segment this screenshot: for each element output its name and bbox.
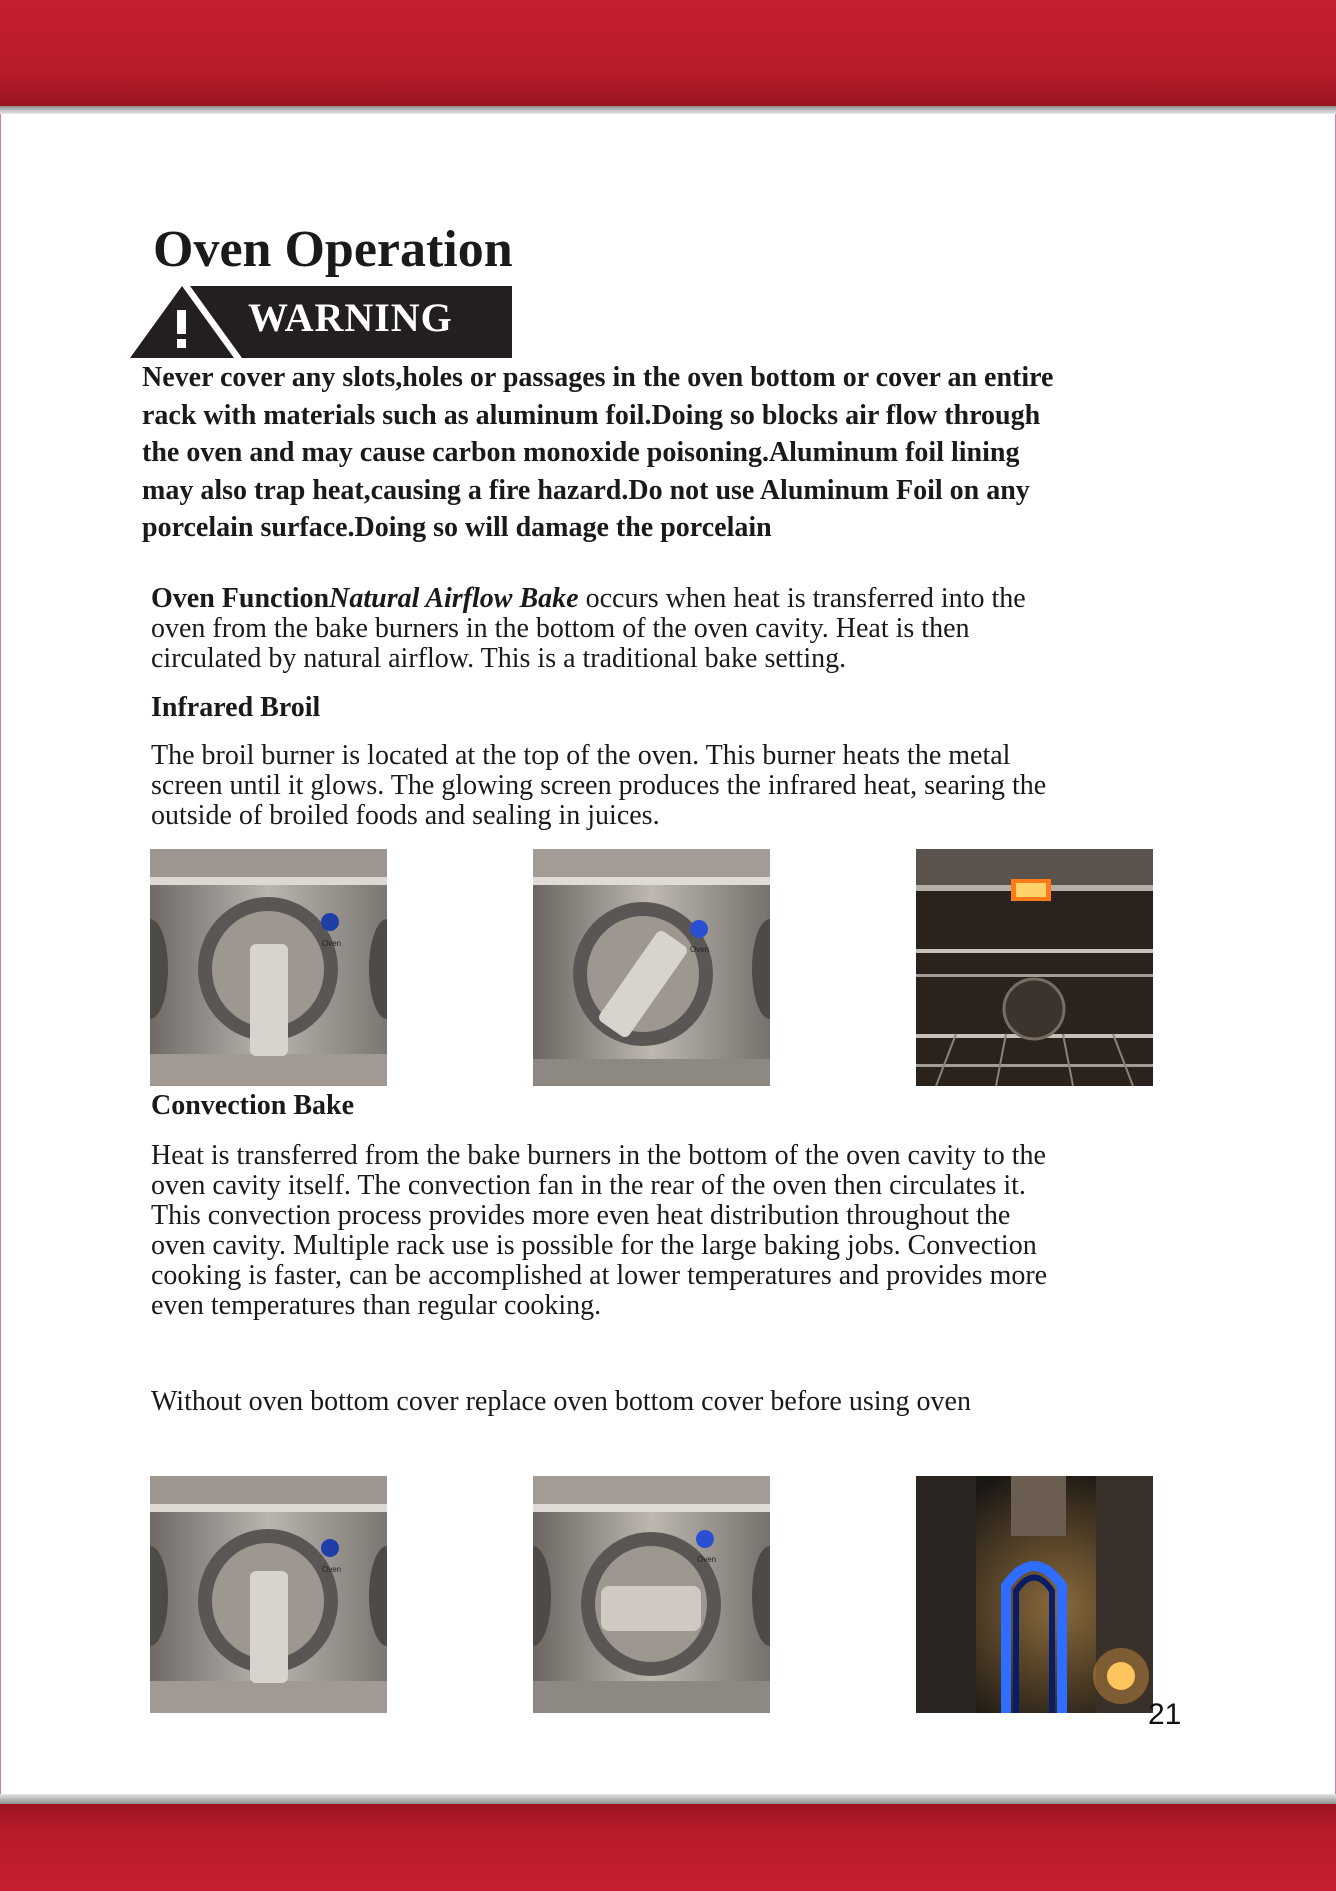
oven-function-heading: Oven Function — [151, 583, 330, 614]
warning-line: porcelain surface.Doing so will damage the porcelain — [142, 512, 772, 543]
convection-bake-heading: Convection Bake — [151, 1090, 354, 1121]
page-number: 21 — [1148, 1698, 1182, 1731]
infrared-broil-line: The broil burner is located at the top of the oven. This burner heats the metal — [151, 740, 1011, 771]
warning-text — [142, 359, 1182, 547]
oven-function-paragraph — [151, 584, 1026, 674]
bake-burner-flame-photo — [916, 1476, 1153, 1713]
convection-bake-line: oven cavity itself. The convection fan in the rear of the oven then circulates it. — [151, 1170, 1026, 1201]
bottom-cover-note — [151, 1387, 971, 1417]
warning-badge — [130, 286, 512, 358]
oven-knob-off-photo-2 — [150, 1476, 387, 1713]
oven-knob-convection-photo — [533, 1476, 770, 1713]
bottom-cover-note-text: Without oven bottom cover replace oven bottom cover before using oven — [151, 1386, 971, 1417]
convection-bake-paragraph — [151, 1141, 1047, 1321]
convection-bake-line: This convection process provides more even heat distribution throughout the — [151, 1200, 1011, 1231]
oven-function-line: oven from the bake burners in the bottom of the oven cavity. Heat is then — [151, 613, 970, 644]
oven-knob-label: Oven — [690, 945, 710, 954]
header-band — [0, 0, 1336, 106]
warning-line: rack with materials such as aluminum foil.Doing so blocks air flow through — [142, 399, 1041, 431]
convection-bake-line: Heat is transferred from the bake burners in the bottom of the oven cavity to the — [151, 1140, 1046, 1171]
warning-line: may also trap heat,causing a fire hazard.Do not use Aluminum Foil on any — [142, 474, 1030, 506]
footer-rule — [0, 1794, 1336, 1804]
footer-band — [0, 1804, 1336, 1891]
convection-bake-line: cooking is faster, can be accomplished at lower temperatures and provides more — [151, 1260, 1048, 1291]
warning-line: the oven and may cause carbon monoxide poisoning.Aluminum foil lining — [142, 437, 1020, 468]
convection-bake-line: even temperatures than regular cooking. — [151, 1290, 602, 1321]
infrared-broil-line: outside of broiled foods and sealing in juices. — [151, 800, 660, 831]
convection-bake-line: oven cavity. Multiple rack use is possible for the large baking jobs. Convection — [151, 1230, 1037, 1261]
page-title: Oven Operation — [153, 221, 513, 278]
oven-function-text: occurs when heat is transferred into the — [578, 583, 1026, 614]
infrared-broil-line: screen until it glows. The glowing screen produces the infrared heat, searing the — [151, 770, 1047, 801]
oven-knob-label: Oven — [322, 939, 342, 948]
oven-function-line: circulated by natural airflow. This is a traditional bake setting. — [151, 643, 847, 674]
warning-line: Never cover any slots,holes or passages in the oven bottom or cover an entire — [142, 362, 1054, 393]
natural-airflow-bake-label: Natural Airflow Bake — [329, 583, 579, 614]
oven-knob-bake-photo — [533, 849, 770, 1086]
header-rule — [0, 106, 1336, 114]
infrared-broil-burner-photo — [916, 849, 1153, 1086]
infrared-broil-heading: Infrared Broil — [151, 692, 321, 723]
oven-knob-off-photo — [150, 849, 387, 1086]
oven-knob-label: Oven — [322, 1565, 342, 1574]
warning-label: WARNING — [248, 295, 453, 340]
infrared-broil-paragraph — [151, 741, 1046, 831]
oven-knob-label: Oven — [697, 1555, 717, 1564]
